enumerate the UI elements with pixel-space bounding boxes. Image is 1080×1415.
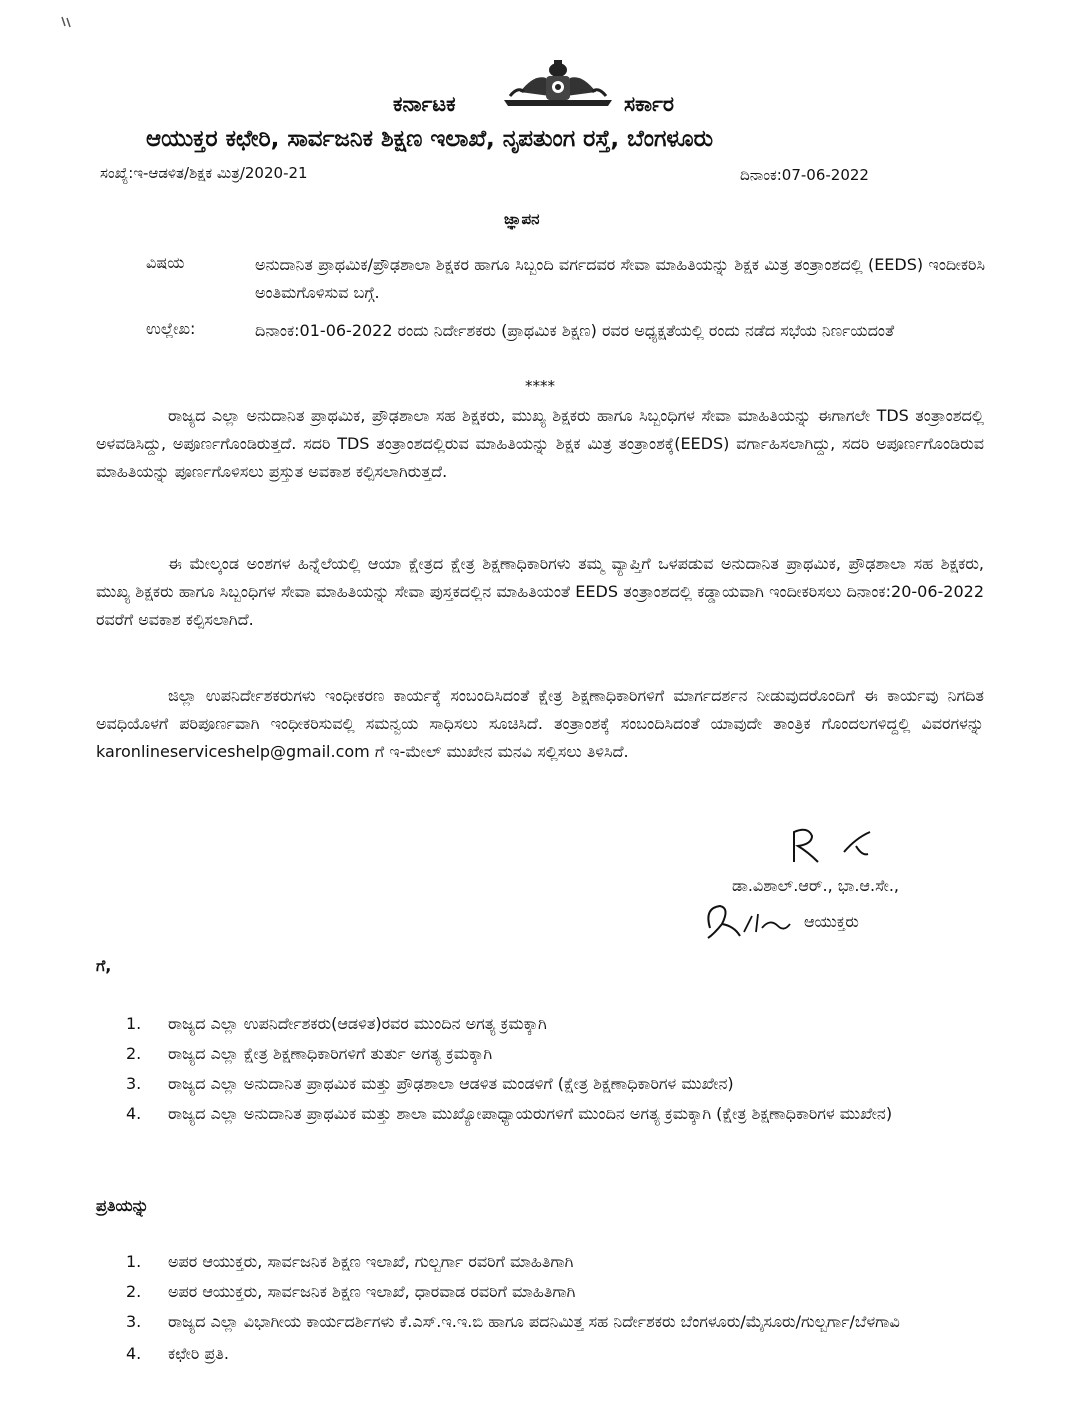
list-item: 2. ರಾಜ್ಯದ ಎಲ್ಲಾ ಕ್ಷೇತ್ರ ಶಿಕ್ಷಣಾಧಿಕಾರಿಗಳಿಗೆ ತುರ್ತು ಅಗತ್ಯ ಕ್ರಮಕ್ಕಾಗಿ <box>126 1044 493 1063</box>
signatory-name: ಡಾ.ವಿಶಾಲ್.ಆರ್., ಭಾ.ಆ.ಸೇ., <box>732 876 899 895</box>
office-title: ಆಯುಕ್ತರ ಕಛೇರಿ, ಸಾರ್ವಜನಿಕ ಶಿಕ್ಷಣ ಇಲಾಖೆ, ನೃಪತುಂಗ ರಸ್ತೆ, ಬೆಂಗಳೂರು <box>146 126 714 152</box>
list-item: 2. ಅಪರ ಆಯುಕ್ತರು, ಸಾರ್ವಜನಿಕ ಶಿಕ್ಷಣ ಇಲಾಖೆ, ಧಾರವಾಡ ರವರಿಗೆ ಮಾಹಿತಿಗಾಗಿ <box>126 1282 576 1301</box>
body-paragraph-2: ಈ ಮೇಲ್ಕಂಡ ಅಂಶಗಳ ಹಿನ್ನೆಲೆಯಲ್ಲಿ ಆಯಾ ಕ್ಷೇತ್ರದ ಕ್ಷೇತ್ರ ಶಿಕ್ಷಣಾಧಿಕಾರಿಗಳು ತಮ್ಮ ವ್ಯಾಪ್ತಿಗೆ ಒಳಪಡುವ ಅನುದಾನಿತ ಪ್ರಾಥಮಿಕ, ಪ್ರೌಢಶಾಲಾ ಸಹ ಶಿಕ್ಷಕರು, ಮುಖ್ಯ ಶಿಕ್ಷಕರು ಹಾಗೂ ಸಿಬ್ಬಂಧಿಗಳ ಸೇವಾ ಮಾಹಿತಿಯನ್ನು ಸೇವಾ ಪುಸ್ತಕದಲ್ಲಿನ ಮಾಹಿತಿಯಂತೆ EEDS ತಂತ್ರಾಂಶದಲ್ಲಿ ಕಡ್ಡಾಯವಾಗಿ ಇಂದೀಕರಿಸಲು ದಿನಾಂಕ:20-06-2022 ರವರೆಗೆ ಅವಕಾಶ ಕಲ್ಪಿಸಲಾಗಿದೆ. <box>96 554 984 629</box>
handwritten-initials-icon <box>700 898 796 944</box>
body-paragraph-3: ಜಿಲ್ಲಾ ಉಪನಿರ್ದೇಶಕರುಗಳು ಇಂಧೀಕರಣ ಕಾರ್ಯಕ್ಕೆ ಸಂಬಂದಿಸಿದಂತೆ ಕ್ಷೇತ್ರ ಶಿಕ್ಷಣಾಧಿಕಾರಿಗಳಿಗೆ ಮಾರ್ಗದರ್ಶನ ನೀಡುವುದರೊಂದಿಗೆ ಈ ಕಾರ್ಯವು ನಿಗದಿತ ಅವಧಿಯೊಳಗೆ ಪರಿಪೂರ್ಣವಾಗಿ ಇಂಧೀಕರಿಸುವಲ್ಲಿ ಸಮನ್ವಯ ಸಾಧಿಸಲು ಸೂಚಿಸಿದೆ. ತಂತ್ರಾಂಶಕ್ಕೆ ಸಂಬಂದಿಸಿದಂತೆ ಯಾವುದೇ ತಾಂತ್ರಿಕ ಗೊಂದಲಗಳಿದ್ದಲ್ಲಿ ವಿವರಗಳನ್ನು karonlineserviceshelp@gmail.com ಗೆ ಇ-ಮೇಲ್ ಮುಖೇನ ಮನವಿ ಸಲ್ಲಿಸಲು ತಿಳಿಸಿದೆ. <box>96 686 984 761</box>
header-state-word: ಕರ್ನಾಟಕ <box>393 92 456 116</box>
reference-label: ಉಲ್ಲೇಖ: <box>146 319 196 338</box>
corner-mark <box>60 14 72 28</box>
header-govt-word: ಸರ್ಕಾರ <box>624 92 675 116</box>
list-item: 1. ರಾಜ್ಯದ ಎಲ್ಲಾ ಉಪನಿರ್ದೇಶಕರು(ಆಡಳಿತ)ರವರ ಮುಂದಿನ ಅಗತ್ಯ ಕ್ರಮಕ್ಕಾಗಿ <box>126 1014 547 1033</box>
recipient-list <box>126 1012 982 1132</box>
reference-number: ಸಂಖ್ಯೆ:ಇ-ಆಡಳಿತ/ಶಿಕ್ಷಕ ಮಿತ್ರ/2020-21 <box>100 164 308 182</box>
subject-label: ವಿಷಯ <box>146 253 185 272</box>
list-item: 3. ರಾಜ್ಯದ ಎಲ್ಲಾ ವಿಭಾಗೀಯ ಕಾರ್ಯದರ್ಶಿಗಳು ಕೆ.ಎಸ್.ಇ.ಇ.ಬಿ ಹಾಗೂ ಪದನಿಮಿತ್ತ ಸಹ ನಿರ್ದೇಶಕರು ಬೆಂಗಳೂರು/ಮೈಸೂರು/ಗುಲ್ಬರ್ಗಾ/ಬೆಳಗಾವಿ <box>126 1312 900 1331</box>
document-title: ಜ್ಞಾಪನ <box>504 210 540 228</box>
handwritten-signature-icon <box>786 822 886 868</box>
list-item: 3. ರಾಜ್ಯದ ಎಲ್ಲಾ ಅನುದಾನಿತ ಪ್ರಾಥಮಿಕ ಮತ್ತು ಪ್ರೌಢಶಾಲಾ ಆಡಳಿತ ಮಂಡಳಿಗೆ (ಕ್ಷೇತ್ರ ಶಿಕ್ಷಣಾಧಿಕಾರಿಗಳ ಮುಖೇನ) <box>126 1074 734 1093</box>
subject-text: ಅನುದಾನಿತ ಪ್ರಾಥಮಿಕ/ಪ್ರೌಢಶಾಲಾ ಶಿಕ್ಷಕರ ಹಾಗೂ ಸಿಬ್ಬಂದಿ ವರ್ಗದವರ ಸೇವಾ ಮಾಹಿತಿಯನ್ನು ಶಿಕ್ಷಕ ಮಿತ್ರ ತಂತ್ರಾಂಶದಲ್ಲಿ (EEDS) ಇಂದೀಕರಿಸಿ ಅಂತಿಮಗೊಳಿಸುವ ಬಗ್ಗೆ. <box>255 255 985 302</box>
separator-stars: **** <box>525 377 555 395</box>
list-item: 1. ಅಪರ ಆಯುಕ್ತರು, ಸಾರ್ವಜನಿಕ ಶಿಕ್ಷಣ ಇಲಾಖೆ, ಗುಲ್ಬರ್ಗಾ ರವರಿಗೆ ಮಾಹಿತಿಗಾಗಿ <box>126 1252 574 1271</box>
list-item: 4. ಕಛೇರಿ ಪ್ರತಿ. <box>126 1344 229 1363</box>
reference-text: ದಿನಾಂಕ:01-06-2022 ರಂದು ನಿರ್ದೇಶಕರು (ಪ್ರಾಥಮಿಕ ಶಿಕ್ಷಣ) ರವರ ಅಧ್ಯಕ್ಷತೆಯಲ್ಲಿ ರಂದು ನಡೆದ ಸಭೆಯ ನಿರ್ಣಯದಂತೆ <box>255 321 895 340</box>
copy-label: ಪ್ರತಿಯನ್ನು <box>96 1196 149 1215</box>
karnataka-emblem-icon <box>500 56 616 112</box>
signatory-designation: ಆಯುಕ್ತರು <box>804 912 859 931</box>
list-item: 4. ರಾಜ್ಯದ ಎಲ್ಲಾ ಅನುದಾನಿತ ಪ್ರಾಥಮಿಕ ಮತ್ತು ಶಾಲಾ ಮುಖ್ಯೋಪಾಧ್ಯಾಯರುಗಳಿಗೆ ಮುಂದಿನ ಅಗತ್ಯ ಕ್ರಮಕ್ಕಾಗಿ (ಕ್ಷೇತ್ರ ಶಿಕ್ಷಣಾಧಿಕಾರಿಗಳ ಮುಖೇನ) <box>126 1104 893 1123</box>
copy-recipient-list <box>126 1250 982 1372</box>
body-paragraph-1: ರಾಜ್ಯದ ಎಲ್ಲಾ ಅನುದಾನಿತ ಪ್ರಾಥಮಿಕ, ಪ್ರೌಢಶಾಲಾ ಸಹ ಶಿಕ್ಷಕರು, ಮುಖ್ಯ ಶಿಕ್ಷಕರು ಹಾಗೂ ಸಿಬ್ಬಂಧಿಗಳ ಸೇವಾ ಮಾಹಿತಿಯನ್ನು ಈಗಾಗಲೇ TDS ತಂತ್ರಾಂಶದಲ್ಲಿ ಅಳವಡಿಸಿದ್ದು, ಅಪೂರ್ಣಗೊಂಡಿರುತ್ತದೆ. ಸದರಿ TDS ತಂತ್ರಾಂಶದಲ್ಲಿರುವ ಮಾಹಿತಿಯನ್ನು ಶಿಕ್ಷಕ ಮಿತ್ರ ತಂತ್ರಾಂಶಕ್ಕೆ(EEDS) ವರ್ಗಾಹಿಸಲಾಗಿದ್ದು, ಸದರಿ ಅಪೂರ್ಣಗೊಂಡಿರುವ ಮಾಹಿತಿಯನ್ನು ಪೂರ್ಣಗೊಳಿಸಲು ಪ್ರಸ್ತುತ ಅವಕಾಶ ಕಲ್ಪಿಸಲಾಗಿರುತ್ತದೆ. <box>96 406 984 481</box>
memo-date: ದಿನಾಂಕ:07-06-2022 <box>740 166 869 184</box>
to-label: ಗೆ, <box>96 956 112 975</box>
